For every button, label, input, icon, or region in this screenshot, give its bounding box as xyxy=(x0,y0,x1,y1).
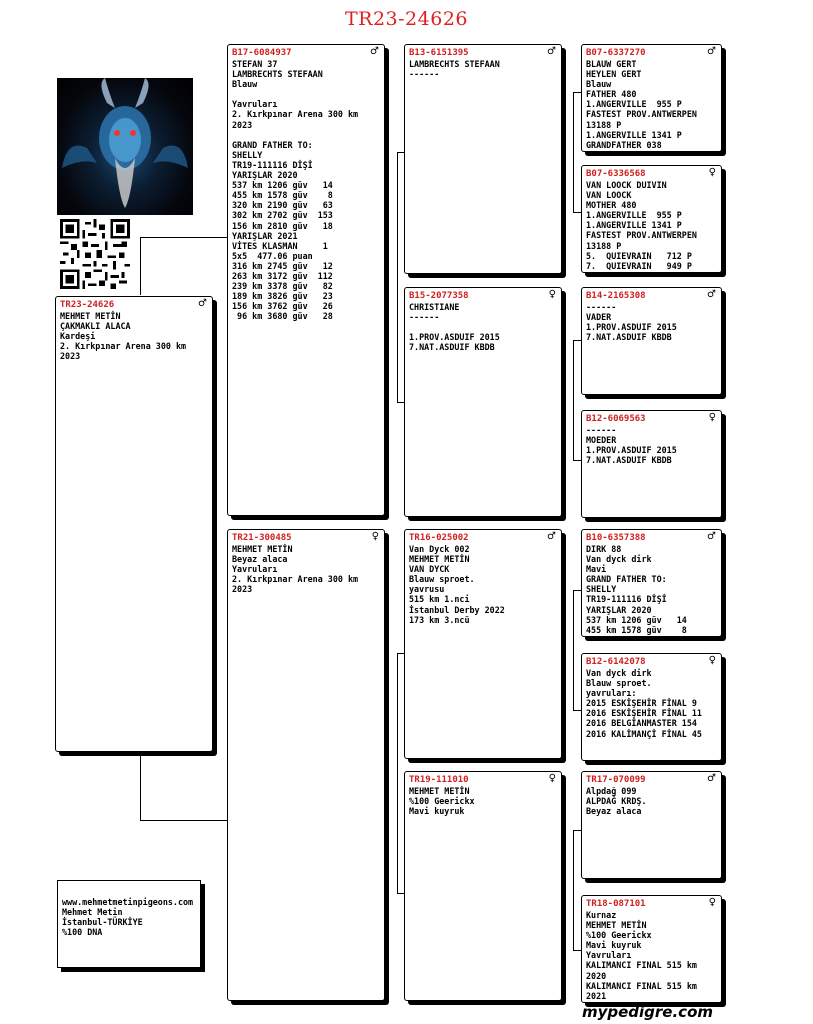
detail-line: 5. QUIEVRAIN 712 P xyxy=(586,250,692,261)
detail-line: ------ xyxy=(586,425,617,435)
connector-line xyxy=(573,92,581,93)
female-icon: ♀ xyxy=(708,412,716,423)
ring-number: B10-6357388 xyxy=(586,533,646,543)
detail-line: Van dyck dirk xyxy=(586,668,652,678)
detail-line: KALIMANCI FINAL 515 km xyxy=(586,960,697,971)
detail-line: DIRK 88 xyxy=(586,544,622,554)
sds-card[interactable] xyxy=(581,287,722,395)
detail-line: Blauw xyxy=(586,79,612,90)
detail-line: GRANDFATHER 038 xyxy=(586,139,662,150)
detail-line: 1.PROV.ASDUIF 2015 xyxy=(409,332,500,343)
detail-line: 1.ANGERVILLE 1341 P xyxy=(586,220,682,231)
female-icon: ♀ xyxy=(548,289,556,300)
detail-line: 2016 ESKİŞEHİR FİNAL 11 xyxy=(586,708,702,719)
detail-line: VAN LOOCK xyxy=(586,190,632,201)
detail-line: Blauw xyxy=(232,79,258,90)
detail-line: HEYLEN GERT xyxy=(586,69,642,80)
detail-line: 515 km 1.nci xyxy=(409,594,470,605)
detail-line: MEHMET METİN xyxy=(409,554,470,565)
male-icon: ♂ xyxy=(707,773,716,784)
info-line: İstanbul-TÜRKİYE xyxy=(62,917,143,927)
qr-code xyxy=(60,219,130,289)
dam-dam-card[interactable] xyxy=(404,771,562,1001)
ring-number: B15-2077358 xyxy=(409,291,469,301)
detail-line: YARIŞLAR 2021 xyxy=(232,230,298,241)
detail-line: GRAND FATHER TO: xyxy=(232,139,313,150)
detail-line: FASTEST PROV.ANTWERPEN xyxy=(586,230,697,241)
info-line[interactable]: www.mehmetmetinpigeons.com xyxy=(62,897,194,907)
detail-line: ------ xyxy=(409,69,440,80)
detail-line: FASTEST PROV.ANTWERPEN xyxy=(586,109,697,120)
detail-line: 2023 xyxy=(60,351,81,362)
male-icon: ♂ xyxy=(547,531,556,542)
detail-line: KALIMANCI FINAL 515 km xyxy=(586,980,697,991)
dragon-icon xyxy=(57,78,193,215)
detail-line: 2016 KALİMANÇİ FİNAL 45 xyxy=(586,728,702,739)
detail-line: 1.ANGERVILLE 955 P xyxy=(586,210,682,221)
detail-line: VİTES KLASMAN 1 xyxy=(232,240,328,251)
detail-line: ------ xyxy=(409,312,440,323)
detail-line: Yavruları xyxy=(232,564,278,575)
detail-line: 173 km 3.ncü xyxy=(409,614,470,625)
detail-line: ALPDAĞ KRDŞ. xyxy=(586,796,647,807)
detail-line: 2. Kırkpınar Arena 300 km xyxy=(232,109,359,120)
dam-sire-card[interactable] xyxy=(404,529,562,759)
dam-card[interactable] xyxy=(227,529,385,1001)
detail-line: Mavi kuyruk xyxy=(409,806,465,817)
detail-line: 2015 ESKİŞEHİR FİNAL 9 xyxy=(586,698,697,709)
detail-line: ÇAKMAKLI ALACA xyxy=(60,321,131,332)
detail-line: Kurnaz xyxy=(586,910,617,920)
connector-line xyxy=(397,653,398,893)
connector-line xyxy=(573,340,581,341)
detail-line: 1.ANGERVILLE 1341 P xyxy=(586,129,682,140)
dragon-image xyxy=(57,78,193,215)
connector-line xyxy=(140,820,230,821)
detail-line: VAN LOOCK DUIVIN xyxy=(586,180,667,190)
connector-line xyxy=(573,340,574,460)
detail-line: Van Dyck 002 xyxy=(409,544,470,554)
detail-line: MEHMET METİN xyxy=(232,544,293,554)
connector-line xyxy=(573,460,581,461)
detail-line: VAN DYCK xyxy=(409,564,450,575)
detail-line: 7. QUIEVRAIN 949 P xyxy=(586,260,692,271)
connector-line xyxy=(573,710,581,711)
female-icon: ♀ xyxy=(708,897,716,908)
ring-number: TR23-24626 xyxy=(60,300,115,310)
connector-line xyxy=(573,830,581,831)
connector-line xyxy=(573,950,581,951)
detail-line: Kardeşi xyxy=(60,331,96,342)
ring-number: B12-6142078 xyxy=(586,657,646,667)
detail-line: STEFAN 37 xyxy=(232,59,278,69)
detail-line: %100 Geerickx xyxy=(409,796,475,807)
detail-line xyxy=(232,130,380,140)
info-line: %100 DNA xyxy=(62,927,103,937)
detail-line: 2020 xyxy=(586,970,607,981)
ring-number: B14-2165308 xyxy=(586,291,646,301)
detail-line: MOTHER 480 xyxy=(586,200,637,211)
detail-line: 13188 P xyxy=(586,119,622,130)
detail-line: 7.NAT.ASDUIF KBDB xyxy=(586,332,672,343)
detail-line: Mavi kuyruk xyxy=(586,940,642,951)
detail-line: 156 km 3762 güv 26 xyxy=(232,301,333,312)
detail-line: YARIŞLAR 2020 xyxy=(586,604,652,615)
detail-line: 1.ANGERVILLE 955 P xyxy=(586,99,682,110)
male-icon: ♂ xyxy=(707,531,716,542)
ddd-card[interactable] xyxy=(581,895,722,1003)
detail-line: 189 km 3826 güv 23 xyxy=(232,291,333,302)
sire-card[interactable] xyxy=(227,44,385,516)
sire-sire-card[interactable] xyxy=(404,44,562,274)
detail-line: Yavruları xyxy=(586,950,632,961)
subject-card[interactable] xyxy=(55,296,213,752)
detail-line: MOEDER xyxy=(586,435,617,446)
detail-line: SHELLY xyxy=(232,149,263,160)
ring-number: TR18-087101 xyxy=(586,899,646,909)
connector-line xyxy=(573,590,574,710)
ring-number: TR17-070099 xyxy=(586,775,646,785)
detail-line: Blauw sproet. xyxy=(586,678,652,689)
detail-line: Van dyck dirk xyxy=(586,554,652,565)
detail-line: BLAUW GERT xyxy=(586,59,637,69)
brand-logo[interactable]: mypedigre.com xyxy=(581,1003,713,1021)
detail-line: 1.PROV.ASDUIF 2015 xyxy=(586,322,677,333)
male-icon: ♂ xyxy=(707,289,716,300)
female-icon: ♀ xyxy=(548,773,556,784)
detail-line: 320 km 2190 güv 63 xyxy=(232,200,333,211)
ring-number: TR19-111010 xyxy=(409,775,469,785)
detail-line: 455 km 1578 güv 8 xyxy=(232,190,333,201)
detail-line: İstanbul Derby 2022 xyxy=(409,604,505,615)
detail-line: 1.PROV.ASDUIF 2015 xyxy=(586,445,677,456)
ring-number: TR21-300485 xyxy=(232,533,292,543)
detail-line: 2. Kırkpınar Arena 300 km xyxy=(232,574,359,585)
detail-line: LAMBRECHTS STEFAAN xyxy=(409,59,500,69)
detail-line xyxy=(409,322,557,332)
detail-line: Mavi xyxy=(586,564,607,575)
detail-line: 537 km 1206 güv 14 xyxy=(232,180,333,191)
detail-line: TR19-111116 DİŞİ xyxy=(232,159,313,170)
ring-number: B07-6336568 xyxy=(586,169,646,179)
info-line: Mehmet Metin xyxy=(62,907,123,917)
sss-card[interactable] xyxy=(581,44,722,152)
detail-line: 263 km 3172 güv 112 xyxy=(232,270,333,281)
detail-line: 2023 xyxy=(232,119,253,130)
detail-line: yavruları: xyxy=(586,688,637,699)
detail-line: GRAND FATHER TO: xyxy=(586,574,667,585)
ring-number: B13-6151395 xyxy=(409,48,469,58)
male-icon: ♂ xyxy=(198,298,207,309)
male-icon: ♂ xyxy=(547,46,556,57)
detail-line: Beyaz alaca xyxy=(232,554,288,565)
dds-card[interactable] xyxy=(581,771,722,879)
detail-line: MEHMET METİN xyxy=(586,920,647,931)
ring-number: B07-6337270 xyxy=(586,48,646,58)
detail-line: SHELLY xyxy=(586,584,617,595)
detail-line: MEHMET METİN xyxy=(60,311,121,321)
female-icon: ♀ xyxy=(708,167,716,178)
detail-line: 239 km 3378 güv 82 xyxy=(232,281,333,292)
dss-card[interactable] xyxy=(581,529,722,637)
connector-line xyxy=(140,752,141,820)
connector-line xyxy=(573,590,581,591)
ring-number: B17-6084937 xyxy=(232,48,292,58)
detail-line: %100 Geerickx xyxy=(586,930,652,941)
detail-line: MEHMET METİN xyxy=(409,786,470,796)
ssd-card[interactable] xyxy=(581,165,722,273)
detail-line: FATHER 480 xyxy=(586,89,637,100)
detail-line: LAMBRECHTS STEFAAN xyxy=(232,69,323,80)
qr-icon xyxy=(60,219,130,289)
connector-line xyxy=(140,237,230,238)
dsd-card[interactable] xyxy=(581,653,722,761)
detail-line: TR19-111116 DİŞİ xyxy=(586,594,667,605)
detail-line: 537 km 1206 güv 14 xyxy=(586,614,687,625)
sdd-card[interactable] xyxy=(581,410,722,518)
ring-number: B12-6069563 xyxy=(586,414,646,424)
detail-line: 302 km 2702 güv 153 xyxy=(232,210,333,221)
detail-line: Yavruları xyxy=(232,99,278,110)
detail-line: 455 km 1578 güv 8 xyxy=(586,624,687,635)
male-icon: ♂ xyxy=(370,46,379,57)
detail-line: 5x5 477.06 puan xyxy=(232,250,313,261)
detail-line xyxy=(232,89,380,99)
detail-line: VADER xyxy=(586,312,612,323)
detail-line: 13188 P xyxy=(586,240,622,251)
connector-line xyxy=(140,237,141,295)
detail-line: 316 km 2745 güv 12 xyxy=(232,260,333,271)
sire-dam-card[interactable] xyxy=(404,287,562,517)
detail-line: 2023 xyxy=(232,584,253,595)
connector-line xyxy=(573,830,574,950)
connector-line xyxy=(397,152,398,402)
detail-line: Blauw sproet. xyxy=(409,574,475,585)
detail-line: yavrusu xyxy=(409,584,445,595)
detail-line: 156 km 2810 güv 18 xyxy=(232,220,333,231)
detail-line: 96 km 3680 güv 28 xyxy=(232,311,333,322)
connector-line xyxy=(573,212,581,213)
detail-line: Alpdağ 099 xyxy=(586,786,637,796)
connector-line xyxy=(573,92,574,212)
detail-line: 2021 xyxy=(586,990,607,1001)
detail-line: YARIŞLAR 2020 xyxy=(232,170,298,181)
pedigree-title: TR23-24626 xyxy=(344,8,469,30)
ring-number: TR16-025002 xyxy=(409,533,469,543)
detail-line: 7.NAT.ASDUIF KBDB xyxy=(586,455,672,466)
female-icon: ♀ xyxy=(371,531,379,542)
male-icon: ♂ xyxy=(707,46,716,57)
detail-line: 7.NAT.ASDUIF KBDB xyxy=(409,342,495,353)
detail-line: CHRISTIANE xyxy=(409,302,460,312)
detail-line: 2. Kırkpınar Arena 300 km xyxy=(60,341,187,352)
breeder-info xyxy=(57,880,201,968)
detail-line: Beyaz alaca xyxy=(586,806,642,817)
female-icon: ♀ xyxy=(708,655,716,666)
detail-line: 2016 BELGİANMASTER 154 xyxy=(586,718,697,729)
detail-line: ------ xyxy=(586,302,617,312)
